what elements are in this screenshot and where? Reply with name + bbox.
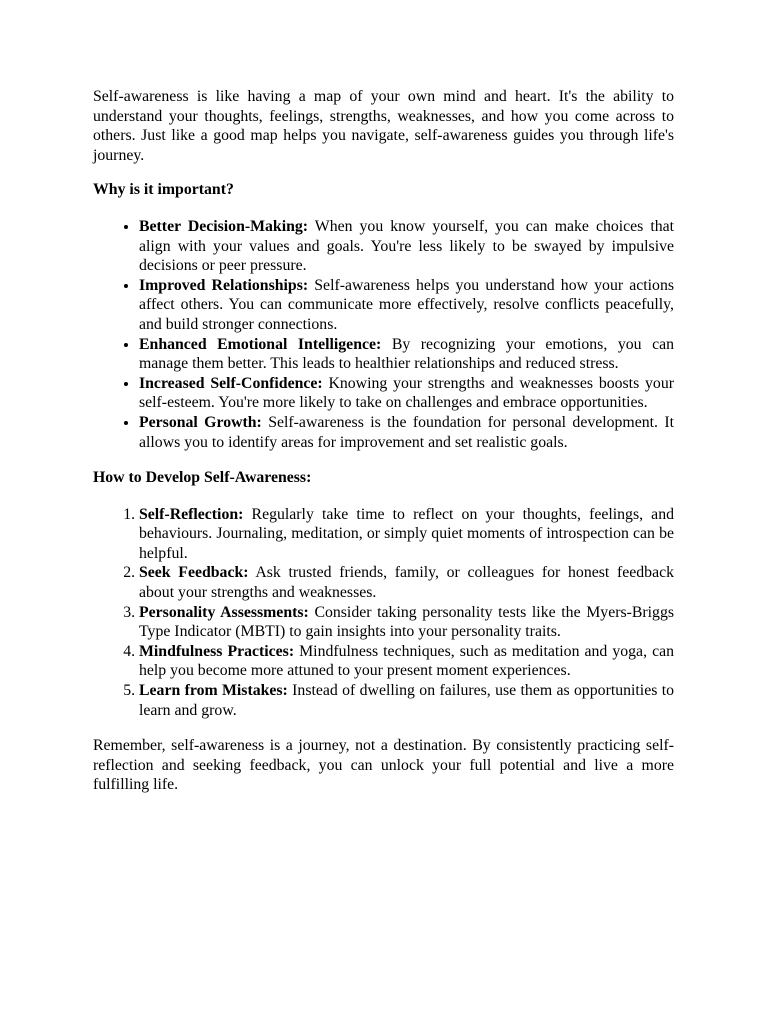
list-item-title: Learn from Mistakes:	[139, 682, 288, 700]
document-page	[93, 87, 674, 795]
list-item	[139, 217, 674, 276]
importance-list	[93, 217, 674, 452]
list-item	[139, 413, 674, 452]
list-item	[139, 642, 674, 681]
list-item-title: Seek Feedback:	[139, 564, 249, 582]
list-item	[139, 335, 674, 374]
list-item-text: Regularly take time to reflect on your thoughts, feelings, and behaviours. Journaling, meditation, or simply quiet moments of introspection can be helpful.	[139, 505, 674, 562]
list-item-title: Personality Assessments:	[139, 603, 309, 621]
list-item	[139, 603, 674, 642]
list-item	[139, 276, 674, 335]
conclusion-paragraph: Remember, self-awareness is a journey, not a destination. By consistently practicing self-reflection and seeking feedback, you can unlock your full potential and live a more fulfilling life.	[93, 737, 674, 794]
list-item-text: When you know yourself, you can make choices that align with your values and goals. You're less likely to be swayed by impulsive decisions or peer pressure.	[139, 217, 675, 275]
list-item-title: Enhanced Emotional Intelligence:	[139, 335, 382, 353]
list-item-title: Self-Reflection:	[139, 505, 244, 523]
list-item-title: Improved Relationships:	[139, 276, 309, 294]
importance-heading: Why is it important?	[93, 181, 234, 199]
intro-paragraph: Self-awareness is like having a map of your own mind and heart. It's the ability to understand your thoughts, feelings, strengths, weaknesses, and how you come across to others. Just like a good map helps you navigate, self-awareness guides you through life's journey.	[93, 88, 674, 164]
list-item-text: Knowing your strengths and weaknesses boosts your self-esteem. You're more likely to take on challenges and embrace opportunities.	[139, 374, 674, 412]
develop-heading: How to Develop Self-Awareness:	[93, 469, 312, 487]
list-item-title: Personal Growth:	[139, 413, 262, 431]
list-item-title: Increased Self-Confidence:	[139, 374, 323, 392]
list-item-text: Instead of dwelling on failures, use them as opportunities to learn and grow.	[139, 682, 674, 719]
list-item-title: Better Decision-Making:	[139, 217, 309, 235]
list-item	[139, 681, 674, 720]
develop-list	[93, 505, 674, 721]
list-item-text: Mindfulness techniques, such as meditation and yoga, can help you become more attuned to your present moment experiences.	[139, 642, 674, 680]
list-item-text: Consider taking personality tests like the Myers-Briggs Type Indicator (MBTI) to gain insights into your personality traits.	[139, 603, 674, 641]
list-item-text: Self-awareness helps you understand how your actions affect others. You can communicate more effectively, resolve conflicts peacefully, and build stronger connections.	[139, 276, 674, 333]
list-item	[139, 374, 674, 413]
list-item	[139, 563, 674, 602]
list-item-text: Ask trusted friends, family, or colleagues for honest feedback about your strengths and weaknesses.	[139, 564, 674, 602]
list-item-text: By recognizing your emotions, you can manage them better. This leads to healthier relationships and reduced stress.	[139, 335, 674, 373]
list-item	[139, 505, 674, 564]
list-item-text: Self-awareness is the foundation for personal development. It allows you to identify areas for improvement and set realistic goals.	[139, 413, 675, 451]
list-item-title: Mindfulness Practices:	[139, 642, 295, 660]
